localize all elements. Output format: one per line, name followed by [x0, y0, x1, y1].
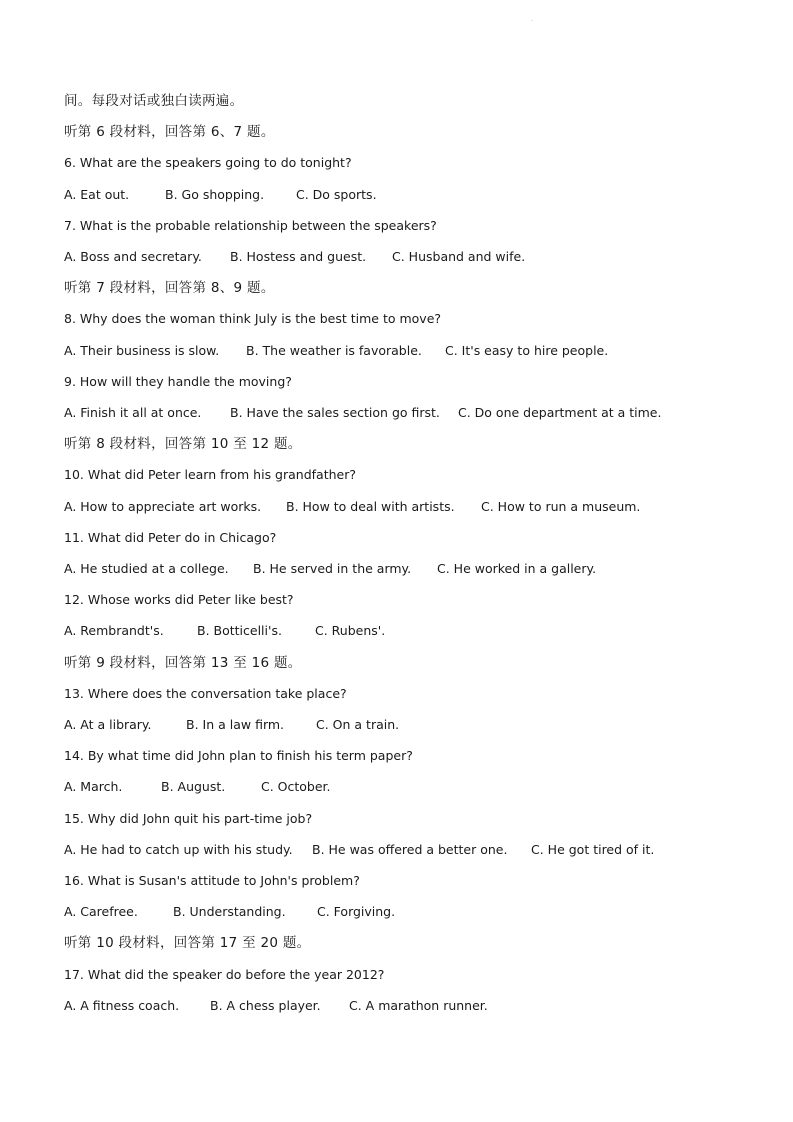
question-text: 13. Where does the conversation take place?	[64, 685, 347, 701]
section-instruction: 听第 8 段材料，回答第 10 至 12 题。	[64, 436, 302, 453]
answer-option-c: C. It's easy to hire people.	[445, 342, 609, 358]
answer-option-a: A. Boss and secretary.	[64, 249, 202, 264]
answer-option-b: B. Understanding.	[173, 904, 286, 920]
question-text: 7. What is the probable relationship between the speakers?	[64, 217, 437, 233]
section-instruction: 听第 7 段材料，回答第 8、9 题。	[64, 280, 275, 297]
corner-mark: .	[531, 16, 533, 23]
answer-option-a: A. He studied at a college.	[64, 561, 229, 576]
answer-option-a: A. Finish it all at once.	[64, 405, 202, 420]
answer-option-b: B. In a law firm.	[186, 717, 285, 732]
answer-option-a: A. He had to catch up with his study.	[64, 841, 293, 857]
answer-option-c: C. Do one department at a time.	[458, 405, 662, 420]
answer-option-b: B. How to deal with artists.	[286, 498, 455, 514]
answer-option-c: C. He got tired of it.	[531, 841, 655, 857]
answer-option-a: A. Carefree.	[64, 904, 138, 920]
answer-option-a: A. Rembrandt's.	[64, 623, 164, 639]
section-instruction: 听第 10 段材料，回答第 17 至 20 题。	[64, 935, 311, 952]
question-text: 11. What did Peter do in Chicago?	[64, 529, 277, 545]
answer-option-a: A. Eat out.	[64, 186, 130, 202]
section-instruction: 听第 9 段材料，回答第 13 至 16 题。	[64, 654, 302, 671]
answer-option-a: A. How to appreciate art works.	[64, 498, 262, 514]
question-text: 16. What is Susan's attitude to John's problem?	[64, 873, 360, 888]
answer-option-a: A. At a library.	[64, 717, 152, 732]
answer-option-c: C. On a train.	[316, 717, 400, 732]
answer-option-c: C. How to run a museum.	[481, 498, 641, 514]
answer-option-b: B. A chess player.	[210, 997, 321, 1013]
answer-option-b: B. Go shopping.	[165, 186, 265, 202]
question-text: 17. What did the speaker do before the year 2012?	[64, 966, 385, 982]
question-text: 9. How will they handle the moving?	[64, 373, 292, 389]
answer-option-b: B. August.	[161, 779, 226, 795]
answer-option-b: B. Have the sales section go first.	[230, 405, 440, 420]
answer-option-c: C. He worked in a gallery.	[437, 561, 597, 576]
question-text: 14. By what time did John plan to finish his term paper?	[64, 748, 413, 764]
section-instruction: 听第 6 段材料，回答第 6、7 题。	[64, 124, 275, 141]
answer-option-a: A. Their business is slow.	[64, 342, 220, 358]
question-text: 6. What are the speakers going to do tonight?	[64, 155, 352, 171]
section-instruction: 间。每段对话或独白读两遍。	[64, 93, 244, 109]
answer-option-a: A. March.	[64, 779, 123, 795]
answer-option-c: C. Husband and wife.	[392, 249, 526, 264]
answer-option-b: B. Botticelli's.	[197, 623, 282, 639]
answer-option-c: C. Do sports.	[296, 186, 377, 202]
answer-option-b: B. The weather is favorable.	[246, 342, 422, 358]
answer-option-b: B. Hostess and guest.	[230, 249, 367, 264]
question-text: 10. What did Peter learn from his grandfather?	[64, 467, 356, 483]
answer-option-c: C. Rubens'.	[315, 623, 386, 639]
answer-option-b: B. He was offered a better one.	[312, 841, 508, 857]
question-text: 12. Whose works did Peter like best?	[64, 592, 294, 608]
answer-option-a: A. A fitness coach.	[64, 997, 180, 1013]
question-text: 8. Why does the woman think July is the best time to move?	[64, 311, 442, 327]
question-text: 15. Why did John quit his part-time job?	[64, 810, 313, 826]
answer-option-c: C. October.	[261, 779, 331, 795]
answer-option-b: B. He served in the army.	[253, 561, 412, 576]
answer-option-c: C. A marathon runner.	[349, 997, 488, 1013]
answer-option-c: C. Forgiving.	[317, 904, 396, 920]
